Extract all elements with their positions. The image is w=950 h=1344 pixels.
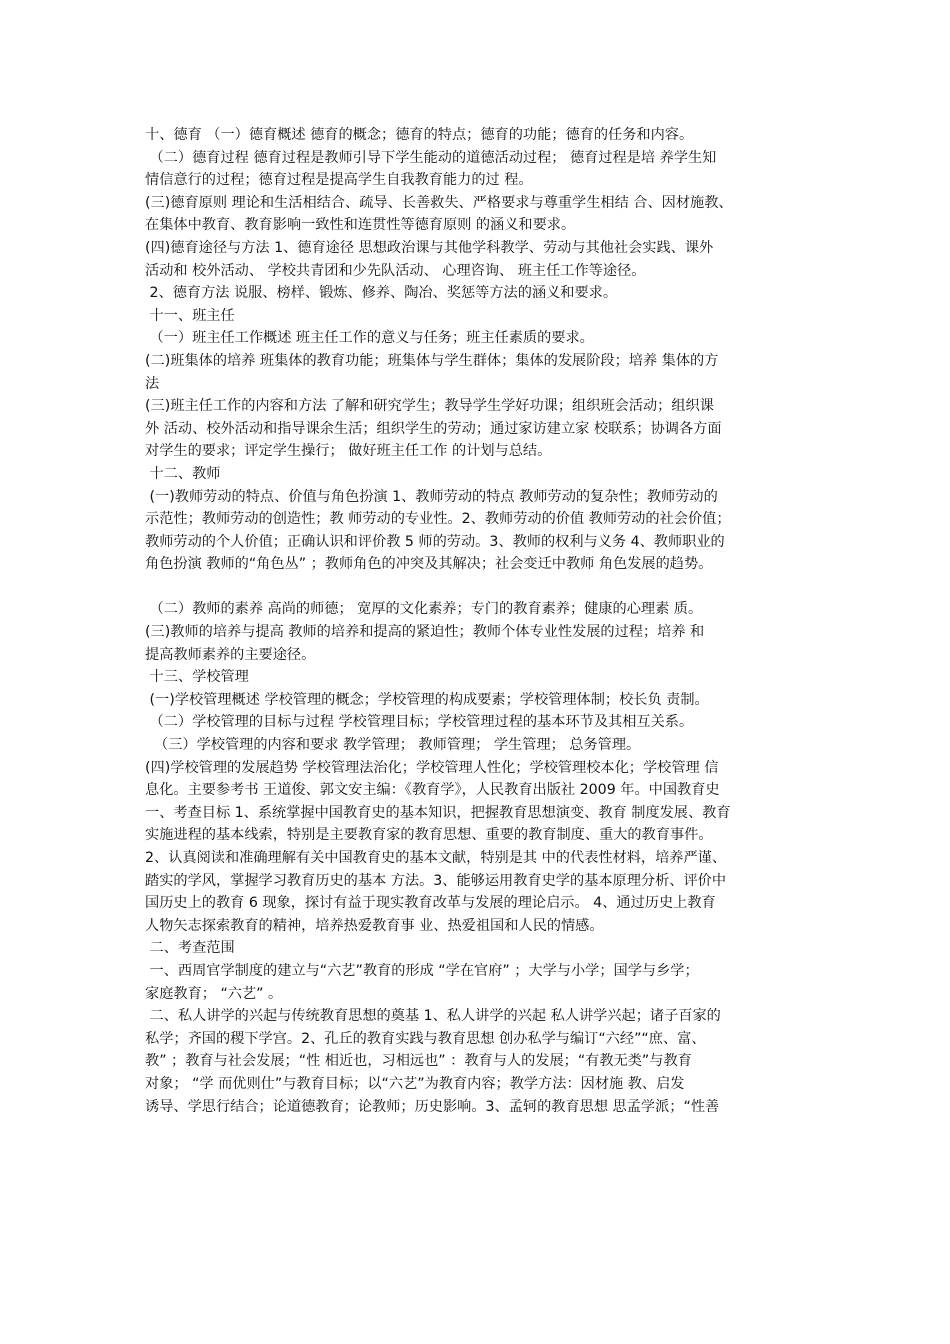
text-line: 国历史上的教育 6 现象，探讨有益于现实教育改革与发展的理论启示。 4、通过历史上教育 — [145, 895, 716, 912]
text-line: 诱导、学思行结合；论道德教育；论教师；历史影响。3、孟轲的教育思想 思孟学派；“性善 — [145, 1098, 720, 1115]
text-line: 示范性；教师劳动的创造性；教 师劳动的专业性。2、教师劳动的价值 教师劳动的社会价值； — [145, 511, 731, 528]
text-line: (四)学校管理的发展趋势 学校管理法治化；学校管理人性化；学校管理校本化；学校管理 信 — [145, 759, 719, 776]
text-line: （二）教师的素养 高尚的师德； 宽厚的文化素养；专门的教育素养；健康的心理素 质。 — [145, 601, 703, 618]
text-line: （二）德育过程 德育过程是教师引导下学生能动的道德活动过程； 德育过程是培 养学生知 — [145, 149, 717, 166]
text-line: 对象； “学 而优则仕”与教育目标；以“六艺”为教育内容；教学方法：因材施 教、启发 — [145, 1075, 685, 1092]
text-line: 家庭教育； “六艺” 。 — [145, 985, 283, 1002]
text-line: (一)教师劳动的特点、价值与角色扮演 1、教师劳动的特点 教师劳动的复杂性；教师劳动的 — [145, 488, 718, 505]
text-line: (一)学校管理概述 学校管理的概念；学校管理的构成要素；学校管理体制；校长负 责制。 — [145, 691, 709, 708]
text-line: 实施进程的基本线索，特别是主要教育家的教育思想、重要的教育制度、重大的教育事件。 — [145, 827, 713, 844]
text-line: (三)德育原则 理论和生活相结合、疏导、长善救失、严格要求与尊重学生相结 合、因材施教、 — [145, 194, 733, 211]
text-line: 一、考查目标 1、系统掌握中国教育史的基本知识，把握教育思想演变、教育 制度发展、教育 — [145, 804, 731, 821]
text-line: (二)班集体的培养 班集体的教育功能；班集体与学生群体；集体的发展阶段；培养 集体的方 — [145, 352, 719, 369]
text-line: 教师劳动的个人价值；正确认识和评价教 5 师的劳动。3、教师的权利与义务 4、教师职业的 — [145, 533, 725, 550]
text-line: （二）学校管理的目标与过程 学校管理目标；学校管理过程的基本环节及其相互关系。 — [145, 714, 694, 731]
section-heading: 十三、学校管理 — [145, 669, 249, 686]
text-line: 活动和 校外活动、 学校共青团和少先队活动、 心理咨询、 班主任工作等途径。 — [145, 262, 646, 279]
text-line: （三）学校管理的内容和要求 教学管理； 教师管理； 学生管理； 总务管理。 — [145, 737, 641, 754]
text-line: 息化。主要参考书 王道俊、郭文安主编：《教育学》，人民教育出版社 2009 年。中国教育史 — [145, 782, 720, 799]
text-line: 人物矢志探索教育的精神，培养热爱教育事 业、热爱祖国和人民的情感。 — [145, 917, 604, 934]
section-heading: 十二、教师 — [145, 465, 221, 482]
text-line: 2、认真阅读和准确理解有关中国教育史的基本文献，特别是其 中的代表性材料，培养严谨、 — [145, 850, 727, 866]
text-line: 角色扮演 教师的“角色丛” ；教师角色的冲突及其解决；社会变迁中教师 角色发展的趋势。 — [145, 556, 713, 573]
text-line: (四)德育途径与方法 1、德育途径 思想政治课与其他学科教学、劳动与其他社会实践、课外 — [145, 239, 714, 256]
document-body — [145, 124, 813, 1118]
text-line: 法 — [145, 375, 160, 392]
text-line: 2、德育方法 说服、榜样、锻炼、修养、陶冶、奖惩等方法的涵义和要求。 — [145, 285, 618, 302]
text-line: 一、西周官学制度的建立与“六艺”教育的形成 “学在官府” ；大学与小学；国学与乡学； — [145, 962, 699, 979]
section-heading: 二、考查范围 — [145, 940, 235, 957]
text-line: (三)教师的培养与提高 教师的培养和提高的紧迫性；教师个体专业性发展的过程；培养 和 — [145, 624, 705, 641]
text-line: 踏实的学风，掌握学习教育历史的基本 方法。3、能够运用教育史学的基本原理分析、评价中 — [145, 872, 727, 889]
section-heading: 十一、班主任 — [145, 307, 235, 324]
text-line: 私学；齐国的稷下学宫。2、孔丘的教育实践与教育思想 创办私学与编订“六经”“庶、富、 — [145, 1030, 706, 1047]
text-line: 二、私人讲学的兴起与传统教育思想的奠基 1、私人讲学的兴起 私人讲学兴起；诸子百家的 — [145, 1008, 721, 1025]
text-line: 情信意行的过程；德育过程是提高学生自我教育能力的过 程。 — [145, 172, 533, 189]
text-line: 教” ；教育与社会发展；“性 相近也，习相远也” ：教育与人的发展；“有教无类”与教育 — [145, 1053, 692, 1070]
blank-line — [145, 576, 813, 599]
text-line: 在集体中教育、教育影响一致性和连贯性等德育原则 的涵义和要求。 — [145, 217, 576, 234]
text-line: 提高教师素养的主要途径。 — [145, 646, 316, 663]
text-line: 外 活动、校外活动和指导课余生活；组织学生的劳动；通过家访建立家 校联系；协调各方面 — [145, 420, 722, 437]
text-line: 对学生的要求；评定学生操行； 做好班主任工作 的计划与总结。 — [145, 443, 552, 460]
text-line: （一）班主任工作概述 班主任工作的意义与任务；班主任素质的要求。 — [145, 330, 594, 347]
text-line: (三)班主任工作的内容和方法 了解和研究学生；教导学生学好功课；组织班会活动；组织课 — [145, 398, 714, 415]
text-line: 十、德育 （一）德育概述 德育的概念；德育的特点；德育的功能；德育的任务和内容。 — [145, 127, 694, 143]
